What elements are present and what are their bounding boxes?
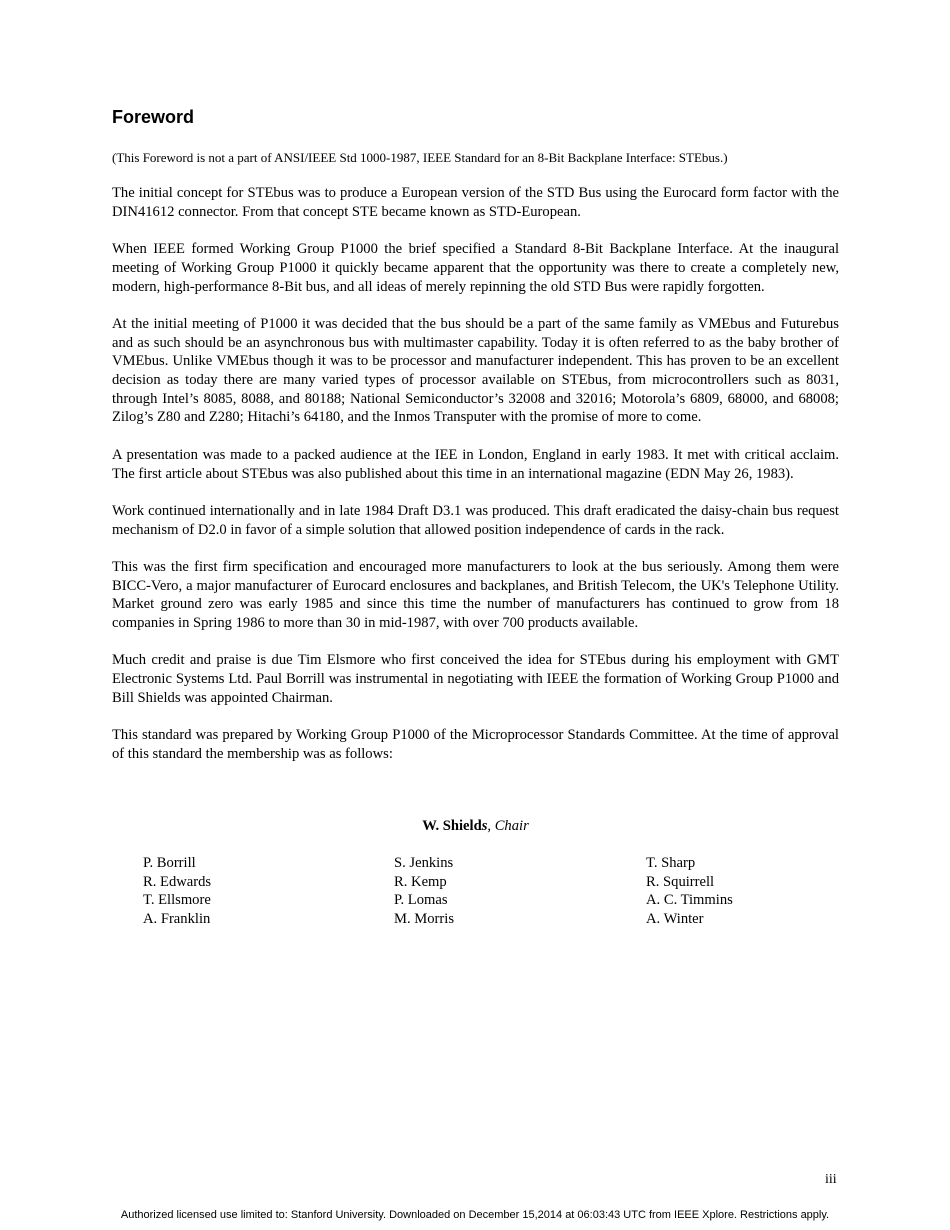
license-footer: Authorized licensed use limited to: Stanford University. Downloaded on December 15,2014 at 06:03:43 UTC from IEEE Xplore. Restrictions apply. (120, 1209, 830, 1221)
paragraph: Much credit and praise is due Tim Elsmore who first conceived the idea for STEbus during his employment with GMT Electronic Systems Ltd. Paul Borrill was instrumental in negotiating with IEEE the formation of Working Group P1000 and Bill Shields was appointed Chairman. (112, 652, 839, 706)
paragraph: A presentation was made to a packed audience at the IEE in London, England in early 1983. It met with critical acclaim. The first article about STEbus was also published about this time in an international magazine (EDN May 26, 1983). (112, 446, 839, 482)
member-name: P. Lomas (394, 892, 448, 909)
member-name: M. Morris (394, 911, 454, 928)
paragraph: This standard was prepared by Working Group P1000 of the Microprocessor Standards Committee. At the time of approval of this standard the membership was as follows: (112, 727, 839, 762)
page-number: iii (825, 1172, 837, 1187)
member-column-2 (394, 854, 454, 929)
working-group-chair (112, 817, 839, 836)
member-name: A. Franklin (143, 911, 211, 928)
chair-name-suffix: s (481, 818, 488, 834)
page-title: Foreword (112, 107, 195, 127)
paragraph: The initial concept for STEbus was to produce a European version of the STD Bus using the Eurocard form factor with the DIN41612 connector. From that concept STE became known as STD-European. (112, 185, 839, 220)
member-name: R. Squirrell (646, 873, 715, 890)
foreword-body (112, 184, 839, 782)
paragraph: This was the first firm specification and encouraged more manufacturers to look at the bus seriously. Among them were BICC-Vero, a major manufacturer of Eurocard enclosures and backplanes, and British Telecom, the UK's Telephone Utility. Market ground zero was early 1985 and since this time the number of manufacturers has continued to grow from 18 companies in Spring 1986 to more than 30 in mid-1987, with over 700 products available. (112, 558, 839, 632)
member-name: R. Kemp (394, 873, 447, 890)
member-name: A. Winter (646, 911, 704, 928)
member-name: A. C. Timmins (646, 892, 733, 909)
paragraph: At the initial meeting of P1000 it was decided that the bus should be a part of the same family as VMEbus and Futurebus and as such should be an asynchronous bus with multimaster capability. Today it is often referred to as the baby brother of VMEbus. Unlike VMEbus though it was to be processor and manufacturer independent. This has proven to be an excellent decision as today there are many varied types of processor available on STEbus, from microcontrollers such as 8031, through Intel’s 8085, 8088, and 80188; National Semiconductor’s 32008 and 32016; Motorola’s 6809, 68000, and 68008; Zilog’s Z80 and Z280; Hitachi’s 64180, and the Inmos Transputer with the promise of more to come. (112, 315, 839, 426)
chair-role: , Chair (487, 818, 529, 834)
member-column-1 (143, 854, 211, 929)
foreword-note: (This Foreword is not a part of ANSI/IEEE Std 1000-1987, IEEE Standard for an 8-Bit Backplane Interface: STEbus.) (112, 150, 728, 165)
member-name: S. Jenkins (394, 855, 454, 871)
member-name: T. Sharp (646, 855, 696, 871)
chair-name: W. Shield (422, 818, 482, 834)
paragraph: Work continued internationally and in late 1984 Draft D3.1 was produced. This draft eradicated the daisy-chain bus request mechanism of D2.0 in favor of a simple solution that allowed position independence of cards in the rack. (112, 502, 839, 538)
member-name: R. Edwards (143, 873, 212, 890)
member-name: P. Borrill (143, 855, 196, 871)
member-name: T. Ellsmore (143, 892, 211, 909)
member-column-3 (646, 854, 733, 929)
paragraph: When IEEE formed Working Group P1000 the brief specified a Standard 8-Bit Backplane Interface. At the inaugural meeting of Working Group P1000 it quickly became apparent that the opportunity was there to create a completely new, modern, high-performance 8-Bit bus, and all ideas of merely repinning the old STD Bus were rapidly forgotten. (112, 241, 839, 295)
